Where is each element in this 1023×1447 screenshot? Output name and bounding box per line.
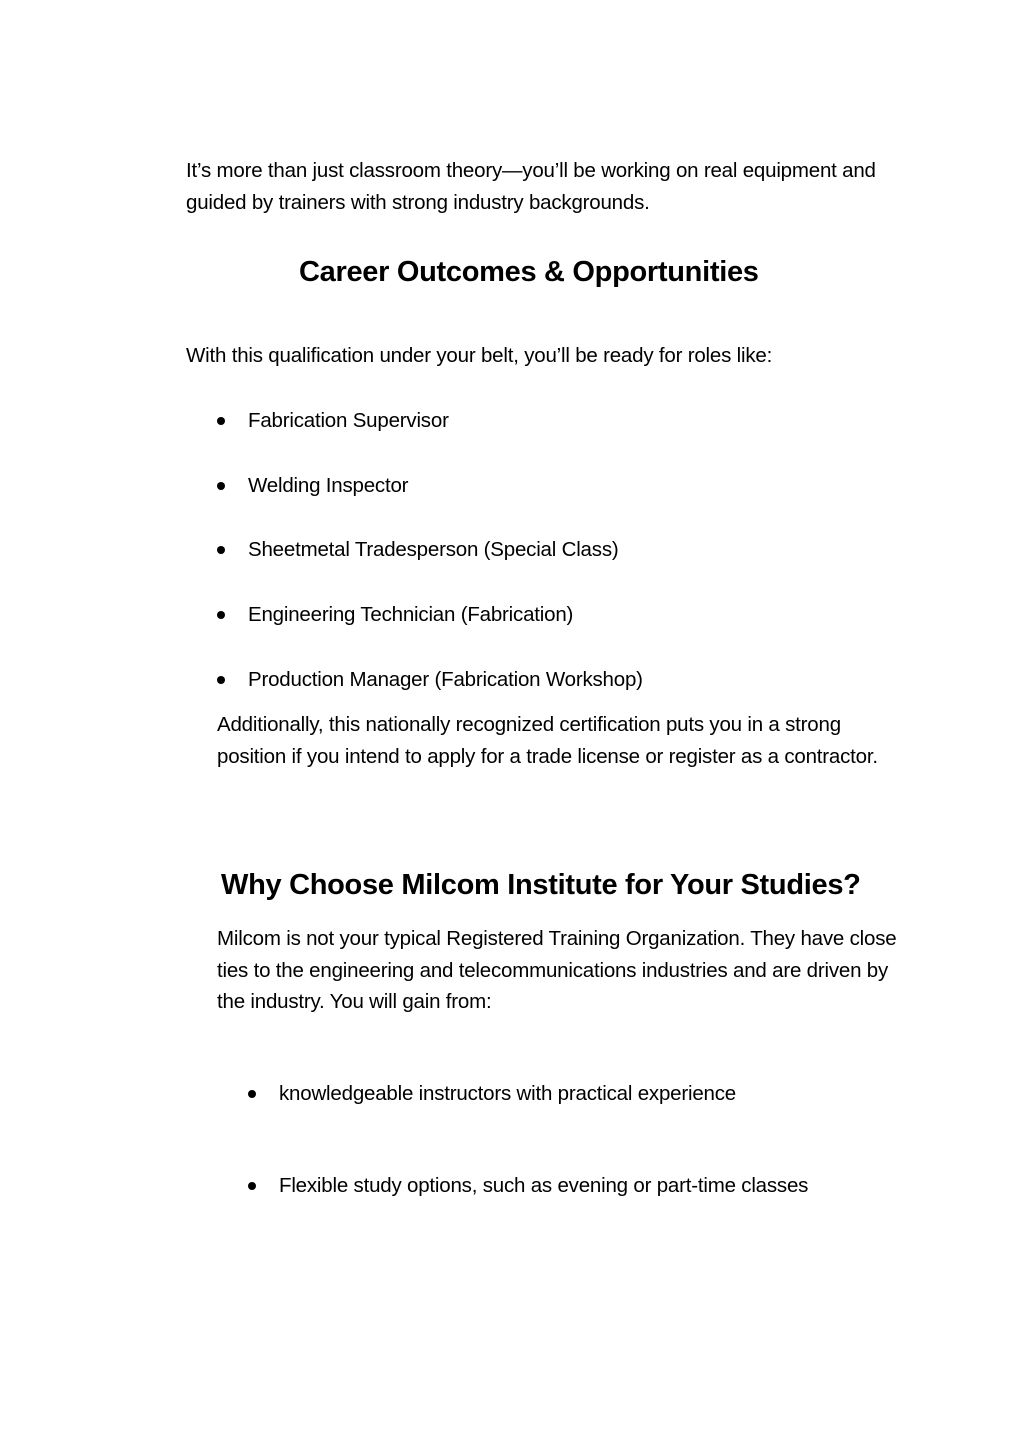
bullet-icon xyxy=(217,546,225,554)
benefit-label: Flexible study options, such as evening or part-time classes xyxy=(279,1174,809,1197)
bullet-icon xyxy=(217,676,225,684)
bullet-icon xyxy=(217,417,225,425)
bullet-icon xyxy=(248,1182,256,1190)
career-lead-paragraph: With this qualification under your belt, you’ll be ready for roles like: xyxy=(186,344,773,367)
role-label: Sheetmetal Tradesperson (Special Class) xyxy=(248,538,619,561)
bullet-icon xyxy=(217,482,225,490)
role-label: Engineering Technician (Fabrication) xyxy=(248,603,574,626)
additional-paragraph: Additionally, this nationally recognized certification puts you in a strong position if you intend to apply for a trade license or register as a contractor. xyxy=(217,713,878,768)
benefit-label: knowledgeable instructors with practical experience xyxy=(279,1082,736,1105)
intro-paragraph: It’s more than just classroom theory—you’ll be working on real equipment and guided by trainers with strong industry backgrounds. xyxy=(186,159,876,214)
role-label: Fabrication Supervisor xyxy=(248,409,449,432)
role-label: Production Manager (Fabrication Workshop) xyxy=(248,668,643,691)
why-choose-heading: Why Choose Milcom Institute for Your Studies? xyxy=(221,869,861,901)
role-label: Welding Inspector xyxy=(248,474,409,497)
bullet-icon xyxy=(248,1090,256,1098)
why-body-paragraph: Milcom is not your typical Registered Training Organization. They have close ties to the engineering and telecommunications industries and are driven by the industry. You will gain from: xyxy=(217,927,897,1013)
career-outcomes-heading: Career Outcomes & Opportunities xyxy=(299,256,759,288)
bullet-icon xyxy=(217,611,225,619)
